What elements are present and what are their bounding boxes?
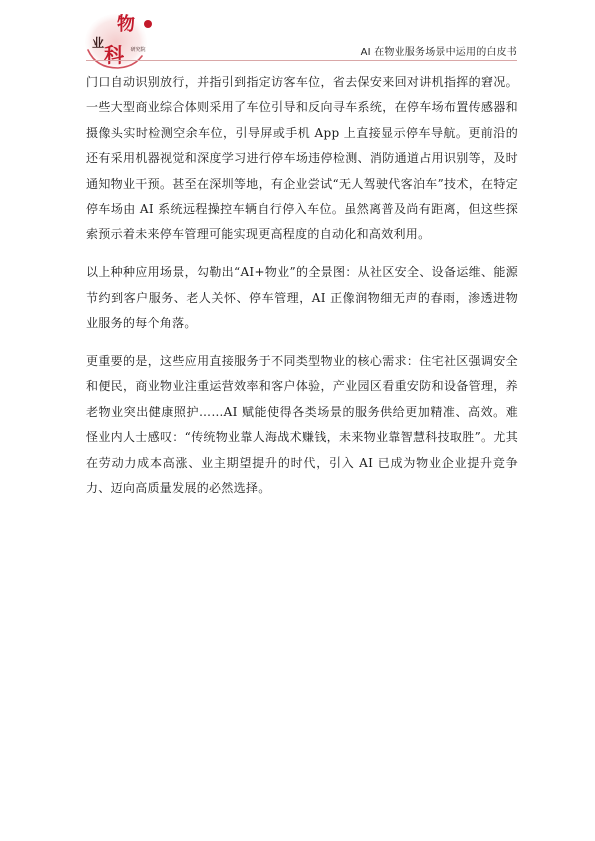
institute-logo [82, 10, 162, 72]
logo-red-dot [144, 20, 152, 28]
logo-char-2: 业 [91, 36, 105, 50]
header-divider [86, 60, 517, 61]
logo-char-3: 科 [104, 43, 124, 67]
body-text [86, 70, 518, 514]
document-title: AI 在物业服务场景中运用的白皮书 [360, 47, 517, 58]
paragraph-parking: 门口自动识别放行，并指引到指定访客车位，省去保安来回对讲机指挥的窘况。一些大型商业综合体则采用了车位引导和反向寻车系统，在停车场布置传感器和摄像头实时检测空余车位，引导屏或手机 App 上直接显示停车导航。更前沿的还有采用机器视觉和深度学习进行停车场违停检测、消防通道占用识别等，及时通知物业干预。甚至在深圳等地，有企业尝试“无人驾驶代客泊车”技术，在特定停车场由 AI 系统远程操控车辆自行停入车位。虽然离普及尚有距离，但这些探索预示着未来停车管理可能实现更高程度的自动化和高效利用。 [86, 75, 518, 242]
paragraph-core-needs: 更重要的是，这些应用直接服务于不同类型物业的核心需求：住宅社区强调安全和便民，商业物业注重运营效率和客户体验，产业园区看重安防和设备管理，养老物业突出健康照护……AI 赋能使得各类场景的服务供给更加精准、高效。难怪业内人士感叹：“传统物业靠人海战术赚钱，未来物业靠智慧科技取胜”。尤其在劳动力成本高涨、业主期望提升的时代，引入 AI 已成为物业企业提升竞争力、迈向高质量发展的必然选择。 [86, 354, 518, 496]
logo-emblem [82, 10, 162, 72]
logo-subtext: 研究院 [130, 47, 146, 53]
logo-char-1: 物 [117, 14, 135, 35]
paragraph-panorama: 以上种种应用场景，勾勒出“AI+物业”的全景图：从社区安全、设备运维、能源节约到客户服务、老人关怀、停车管理，AI 正像润物细无声的春雨，渗透进物业服务的每个角落。 [86, 265, 518, 331]
